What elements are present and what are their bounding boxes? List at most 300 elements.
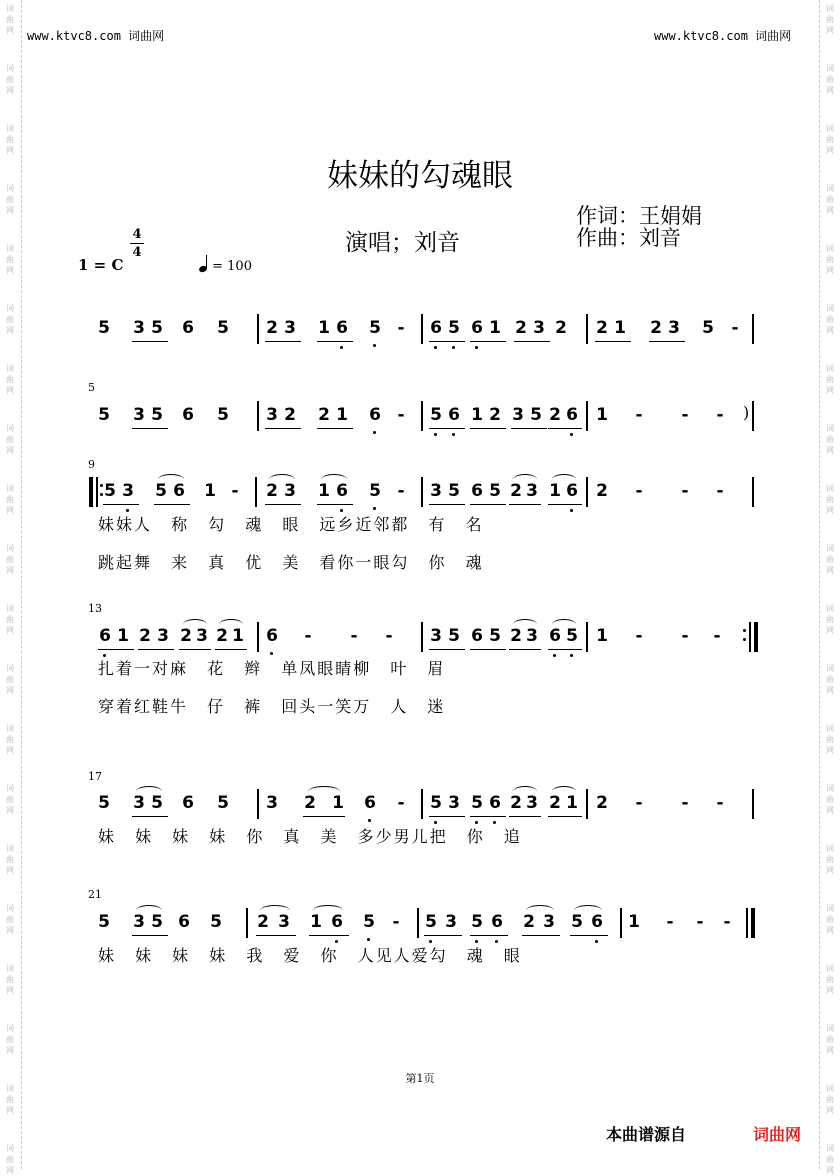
note-digit: 6 [331,912,343,932]
note-digit: 5 [210,912,222,932]
note-digit: 6 [549,626,561,646]
note-digit: 6 [448,405,460,425]
side-watermark-char: 词 [826,304,834,313]
performer: 演唱；刘音 [345,230,460,256]
note-digit: 1 [628,912,640,932]
side-watermark-char: 词 [826,364,834,373]
underline-beam [132,816,168,817]
bar-line [257,622,259,652]
side-watermark-char: 网 [6,1106,14,1115]
note-digit: 2 [549,405,561,425]
note-digit: 1 [232,626,244,646]
side-watermark-char: 曲 [826,675,834,684]
side-watermark-char: 网 [826,206,834,215]
side-watermark-char: 词 [826,664,834,673]
note-digit: - [231,481,239,501]
note-digit: 6 [266,626,278,646]
underline-beam [595,341,631,342]
underline-beam [215,649,247,650]
underline-beam [265,341,301,342]
note-digit: 1 [204,481,216,501]
bar-line [257,314,259,344]
note-digit: 3 [668,318,680,338]
note-digit: - [635,793,643,813]
side-watermark-char: 曲 [826,1155,834,1164]
side-watermark-char: 网 [6,326,14,335]
side-watermark-char: 网 [6,866,14,875]
underline-beam [256,935,296,936]
underline-beam [317,428,353,429]
underline-beam [303,816,345,817]
side-watermark-char: 词 [826,4,834,13]
quarter-note-icon [199,258,208,272]
note-digit: - [716,793,724,813]
underline-beam [649,341,685,342]
bar-line [752,477,754,507]
side-watermark-char: 曲 [826,495,834,504]
note-digit: 2 [596,793,608,813]
side-watermark-char: 网 [826,746,834,755]
octave-dot [373,344,376,347]
slur-tie [308,786,340,797]
side-watermark-char: 词 [6,124,14,133]
note-digit: 6 [491,912,503,932]
side-watermark-char: 词 [6,424,14,433]
bar-line [255,477,257,507]
side-watermark-char: 网 [6,206,14,215]
underline-beam [470,428,506,429]
note-digit: - [397,318,405,338]
octave-dot [452,346,455,349]
side-watermark-char: 词 [826,784,834,793]
side-watermark-char: 网 [826,866,834,875]
octave-dot [553,654,556,657]
side-watermark-char: 网 [6,686,14,695]
side-watermark-char: 网 [6,926,14,935]
note-digit: 5 [98,405,110,425]
octave-dot [434,346,437,349]
note-digit: 1 [318,318,330,338]
note-digit: 3 [543,912,555,932]
note-digit: 6 [566,481,578,501]
side-watermark-char: 网 [6,146,14,155]
underline-beam [548,649,582,650]
side-watermark-char: 词 [6,1084,14,1093]
side-watermark-char: 曲 [826,135,834,144]
note-digit: 2 [650,318,662,338]
note-digit: 2 [180,626,192,646]
side-watermark-char: 曲 [826,735,834,744]
side-watermark-char: 网 [6,26,14,35]
slur-tie [526,905,554,916]
note-digit: 3 [122,481,134,501]
underline-beam [522,935,560,936]
side-watermark-char: 词 [826,904,834,913]
underline-beam [265,428,301,429]
bar-line [96,477,98,507]
note-digit: 2 [596,481,608,501]
bar-line [586,622,588,652]
side-watermark-char: 网 [826,806,834,815]
underline-beam [470,341,506,342]
underline-beam [548,504,582,505]
underline-beam [309,935,349,936]
source-label: 本曲谱源自 [606,1125,687,1144]
note-digit: - [350,626,358,646]
side-watermark-char: 词 [6,784,14,793]
side-watermark-char: 词 [6,304,14,313]
note-digit: 3 [133,912,145,932]
tempo-marking [199,258,252,274]
note-digit: 5 [489,481,501,501]
side-watermark-char: 网 [6,566,14,575]
repeat-dots [743,626,747,647]
bar-line [749,622,751,652]
note-digit: - [392,912,400,932]
note-digit: 3 [526,626,538,646]
side-watermark-char: 曲 [826,1035,834,1044]
side-watermark-char: 曲 [826,195,834,204]
note-digit: 1 [614,318,626,338]
side-watermark-char: 曲 [826,435,834,444]
slur-tie [313,905,343,916]
bar-line [754,622,758,652]
bar-line [586,789,588,819]
side-watermark-char: 词 [6,844,14,853]
slur-tie [552,786,576,797]
underline-beam [179,649,211,650]
measure-number-21: 21 [88,888,102,901]
header-right-url: www.ktvc8.com 词曲网 [654,29,792,43]
side-watermark-char: 曲 [6,1095,14,1104]
side-watermark-char: 网 [826,86,834,95]
note-digit: 6 [336,318,348,338]
bar-line [746,908,748,938]
underline-beam [317,504,353,505]
bar-line [752,789,754,819]
bar-line [89,477,93,507]
slur-tie [321,474,347,485]
side-watermark-char: 曲 [826,1095,834,1104]
note-digit: - [731,318,739,338]
side-watermark-char: 曲 [826,375,834,384]
underline-beam [514,341,550,342]
side-watermark-char: 网 [826,1106,834,1115]
note-digit: 6 [369,405,381,425]
note-digit: - [635,481,643,501]
side-watermark-char: 网 [6,266,14,275]
note-digit: 5 [489,626,501,646]
side-watermark-char: 曲 [6,1035,14,1044]
bar-line [421,477,423,507]
side-watermark-char: 曲 [826,75,834,84]
side-watermark-char: 词 [826,844,834,853]
side-watermark-char: 词 [826,604,834,613]
note-digit: 3 [284,481,296,501]
note-digit: 6 [182,318,194,338]
note-digit: 2 [139,626,151,646]
note-digit: 3 [533,318,545,338]
side-watermark-char: 词 [826,1024,834,1033]
note-digit: 5 [363,912,375,932]
bar-line [257,789,259,819]
lyrics-line-4-verse-1: 扎着一对麻 花 辫 单凤眼睛柳 叶 眉 [98,659,446,678]
underline-beam [511,428,547,429]
note-digit: 2 [257,912,269,932]
lyrics-line-5: 妹 妹 妹 妹 你 真 美 多少男儿把 你 追 [98,827,522,846]
underline-beam [132,935,168,936]
note-digit: - [385,626,393,646]
note-digit: 3 [512,405,524,425]
side-watermark-char: 网 [826,566,834,575]
underline-beam [548,816,582,817]
side-watermark-char: 网 [6,626,14,635]
measure-number-5: 5 [88,381,95,394]
note-digit: 5 [471,912,483,932]
note-digit: 2 [596,318,608,338]
note-digit: 2 [510,793,522,813]
side-watermark-char: 网 [6,806,14,815]
note-digit: 3 [133,318,145,338]
bar-line [752,314,754,344]
side-watermark-char: 词 [826,1084,834,1093]
side-watermark-char: 词 [6,724,14,733]
side-watermark-char: 曲 [6,375,14,384]
octave-dot [434,433,437,436]
note-digit: - [716,405,724,425]
side-watermark-char: 词 [826,244,834,253]
bar-line [246,908,248,938]
underline-beam [429,341,465,342]
note-digit: - [397,481,405,501]
slur-tie [158,474,184,485]
note-digit: 5 [98,793,110,813]
note-digit: 6 [489,793,501,813]
note-digit: 2 [266,318,278,338]
bar-line [586,314,588,344]
bar-line [417,908,419,938]
side-watermark-char: 网 [6,1166,14,1175]
side-watermark-char: 曲 [6,315,14,324]
side-watermark-char: 网 [826,446,834,455]
note-digit: - [666,912,674,932]
note-digit: 1 [596,626,608,646]
note-digit: 5 [448,626,460,646]
side-watermark-char: 词 [6,484,14,493]
side-watermark-char: 词 [826,724,834,733]
side-watermark-char: 网 [6,746,14,755]
slur-tie [513,619,537,630]
side-watermark-char: 词 [826,544,834,553]
note-digit: 5 [448,318,460,338]
time-signature-bottom: 4 [132,245,142,260]
note-digit: 2 [515,318,527,338]
note-digit: 5 [104,481,116,501]
underline-beam [470,935,508,936]
side-watermark-char: 曲 [826,255,834,264]
lyrics-line-3-verse-1: 妹妹人 称 勾 魂 眼 远乡近邻都 有 名 [98,515,484,534]
side-watermark-char: 网 [6,86,14,95]
note-digit: 5 [425,912,437,932]
song-title: 妹妹的勾魂眼 [327,158,513,194]
octave-dot [452,433,455,436]
side-watermark-char: 曲 [826,315,834,324]
lyrics-line-4-verse-2: 穿着红鞋牛 仔 裤 回头一笑万 人 迷 [98,697,446,716]
underline-beam [470,504,506,505]
underline-beam [103,504,139,505]
note-digit: 6 [471,318,483,338]
note-digit: - [635,405,643,425]
note-digit: 6 [471,626,483,646]
octave-dot [570,509,573,512]
side-watermark-char: 曲 [6,135,14,144]
underline-beam [317,341,353,342]
source-site-logo: 词曲网 [753,1125,802,1144]
note-digit: 1 [549,481,561,501]
side-watermark-char: 词 [826,424,834,433]
octave-dot [373,431,376,434]
note-digit: 3 [133,793,145,813]
underline-beam [265,504,301,505]
note-digit: 5 [151,318,163,338]
underline-beam [132,428,168,429]
side-watermark-char: 曲 [826,555,834,564]
underline-beam [429,816,465,817]
note-digit: 6 [182,405,194,425]
side-watermark-char: 词 [6,1144,14,1153]
note-digit: 3 [445,912,457,932]
underline-beam [470,816,506,817]
note-digit: - [304,626,312,646]
underline-beam [98,649,134,650]
measure-number-9: 9 [88,458,95,471]
note-digit: 5 [217,793,229,813]
note-digit: 5 [217,405,229,425]
note-digit: 6 [173,481,185,501]
side-watermark-char: 网 [6,386,14,395]
note-digit: 5 [369,318,381,338]
underline-beam [138,649,174,650]
side-watermark-char: 曲 [6,795,14,804]
note-digit: 6 [182,793,194,813]
note-digit: 3 [266,405,278,425]
side-watermark-char: 网 [6,1046,14,1055]
note-digit: - [723,912,731,932]
note-digit: 2 [266,481,278,501]
slur-tie [136,905,162,916]
note-digit: 2 [216,626,228,646]
note-digit: 3 [284,318,296,338]
underline-beam [424,935,462,936]
octave-dot [367,938,370,941]
side-watermark-char: 词 [826,1144,834,1153]
note-digit: 5 [448,481,460,501]
note-digit: 5 [151,405,163,425]
bar-line [421,314,423,344]
note-digit: 5 [430,405,442,425]
bar-line [586,401,588,431]
tempo-value: = 100 [212,259,252,274]
underline-beam [429,428,465,429]
side-watermark-char: 曲 [826,915,834,924]
underline-beam [429,504,465,505]
underline-beam [570,935,608,936]
note-digit: 1 [117,626,129,646]
underline-beam [509,816,541,817]
side-watermark-char: 曲 [6,915,14,924]
side-watermark-char: 网 [6,986,14,995]
note-digit: - [716,481,724,501]
side-watermark-char: 曲 [6,1155,14,1164]
note-digit: 5 [369,481,381,501]
note-digit: 1 [310,912,322,932]
side-watermark-char: 词 [6,544,14,553]
bar-line [421,401,423,431]
note-digit: 1 [318,481,330,501]
lyrics-line-6: 妹 妹 妹 妹 我 爱 你 人见人爱勾 魂 眼 [98,946,522,965]
note-digit: - [681,405,689,425]
side-watermark-char: 词 [6,1024,14,1033]
note-digit: 3 [196,626,208,646]
bar-line [751,908,755,938]
underline-beam [132,341,168,342]
underline-beam [548,428,582,429]
side-watermark-char: 网 [826,506,834,515]
slur-tie [513,474,537,485]
note-digit: 5 [217,318,229,338]
side-watermark-char: 曲 [6,495,14,504]
note-digit: 3 [278,912,290,932]
octave-dot [368,819,371,822]
slur-tie [552,474,576,485]
side-watermark-char: 曲 [6,435,14,444]
note-digit: 5 [98,912,110,932]
octave-dot [595,940,598,943]
side-watermark-char: 词 [6,904,14,913]
note-digit: 6 [591,912,603,932]
slur-tie [219,619,243,630]
side-watermark-char: 词 [6,964,14,973]
note-digit: 5 [566,626,578,646]
side-watermark-char: 网 [6,446,14,455]
page-number: 第1页 [405,1072,435,1085]
side-watermark-char: 曲 [6,255,14,264]
side-watermark-char: 曲 [6,555,14,564]
side-watermark-char: 网 [826,1046,834,1055]
side-watermark-char: 词 [6,4,14,13]
slur-tie [136,786,162,797]
note-digit: 1 [489,318,501,338]
slur-tie [574,905,602,916]
note-digit: 2 [510,481,522,501]
note-digit: 1 [336,405,348,425]
underline-beam [509,649,541,650]
side-watermark-char: 网 [826,986,834,995]
octave-dot [570,433,573,436]
note-digit: - [397,793,405,813]
side-watermark-char: 曲 [6,855,14,864]
slur-tie [513,786,537,797]
note-digit: 5 [151,793,163,813]
note-digit: 6 [178,912,190,932]
note-digit: 5 [702,318,714,338]
note-digit: 2 [284,405,296,425]
composer: 作曲：刘音 [576,226,681,250]
note-digit: - [681,481,689,501]
octave-dot [373,507,376,510]
side-watermark-char: 网 [826,326,834,335]
octave-dot [570,654,573,657]
